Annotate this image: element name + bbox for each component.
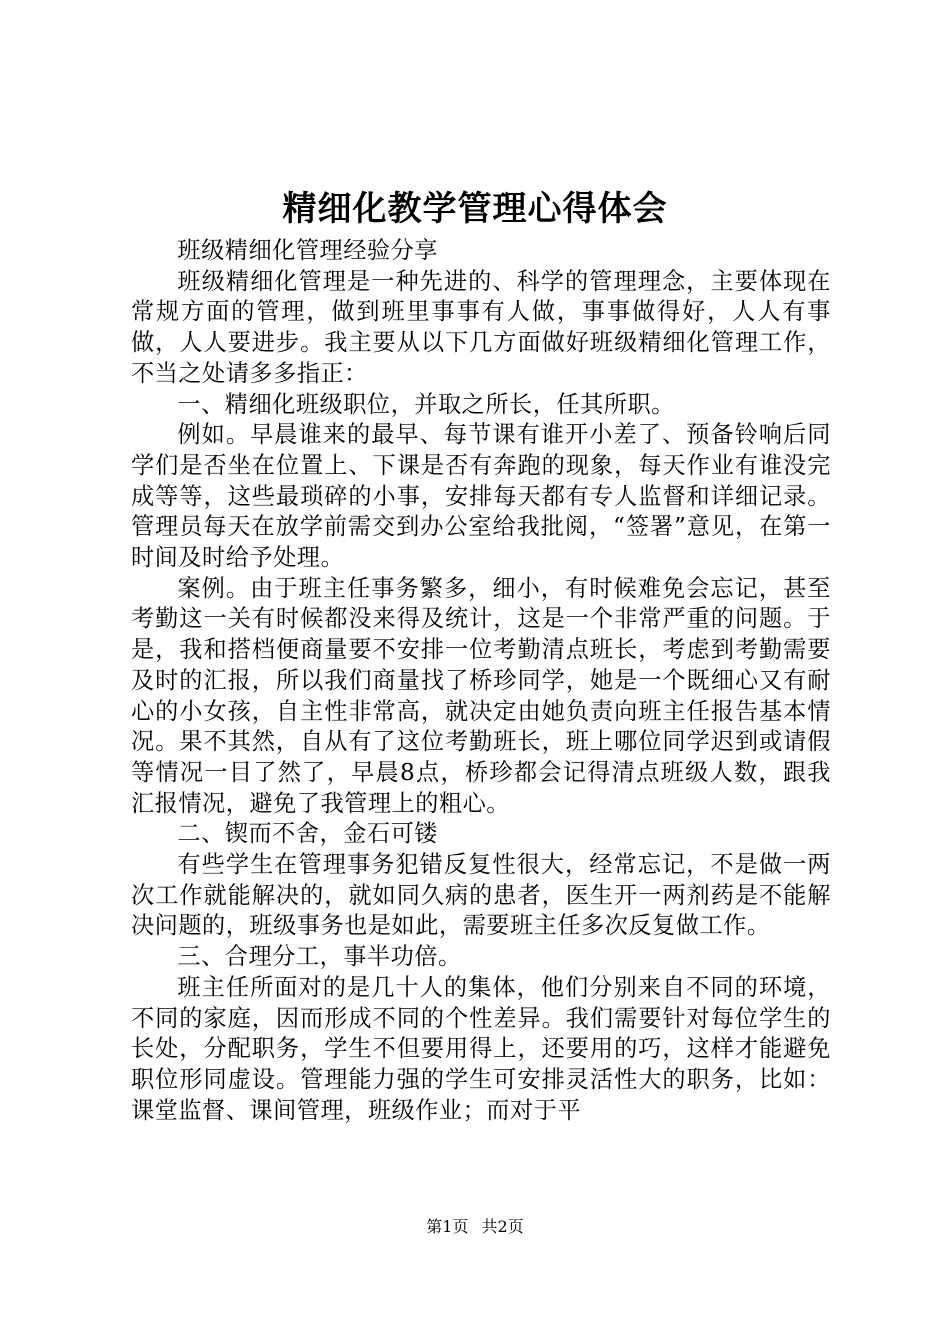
paragraph-example: 例如。早晨谁来的最早、每节课有谁开小差了、预备铃响后同学们是否坐在位置上、下课是否有奔跑的现象，每天作业有谁没完成等等，这些最琐碎的小事，安排每天都有专人监督和详细记录。管理员每天在放学前需交到办公室给我批阅，“签署”意见，在第一时间及时给予处理。 (131, 421, 831, 572)
paragraph-persistence: 有些学生在管理事务犯错反复性很大，经常忘记，不是做一两次工作就能解决的，就如同久病的患者，医生开一两剂药是不能解决问题的，班级事务也是如此，需要班主任多次反复做工作。 (131, 851, 831, 940)
paragraph-subtitle: 班级精细化管理经验分享 (177, 237, 438, 264)
page-footer (0, 1217, 950, 1237)
paragraph-case: 案例。由于班主任事务繁多，细小，有时候难免会忘记，甚至考勤这一关有时候都没来得及统计，这是一个非常严重的问题。于是，我和搭档便商量要不安排一位考勤清点班长，考虑到考勤需要及时的汇报，所以我们商量找了桥珍同学，她是一个既细心又有耐心的小女孩，自主性非常高，就决定由她负责向班主任报告基本情况。果不其然，自从有了这位考勤班长，班上哪位同学迟到或请假等情况一目了然了，早晨8点，桥珍都会记得清点班级人数，跟我汇报情况，避免了我管理上的粗心。 (131, 574, 831, 817)
paragraph-intro: 班级精细化管理是一种先进的、科学的管理理念，主要体现在常规方面的管理，做到班里事事有人做，事事做得好，人人有事做，人人要进步。我主要从以下几方面做好班级精细化管理工作，不当之处请多多指正： (131, 267, 831, 387)
page-number-current: 第1页 (426, 1217, 469, 1236)
section-heading-2: 二、锲而不舍，金石可镂 (177, 820, 438, 848)
document-title: 精细化教学管理心得体会 (282, 189, 668, 229)
section-heading-1: 一、精细化班级职位，并取之所长，任其所职。 (177, 390, 675, 418)
paragraph-division: 班主任所面对的是几十人的集体，他们分别来自不同的环境，不同的家庭，因而形成不同的个性差异。我们需要针对每位学生的长处，分配职务，学生不但要用得上，还要用的巧，这样才能避免职位形同虚设。管理能力强的学生可安排灵活性大的职务，比如：课堂监督、课间管理，班级作业；而对于平 (131, 973, 831, 1124)
section-heading-3: 三、合理分工，事半功倍。 (177, 943, 462, 971)
page-number-total: 共2页 (481, 1217, 524, 1236)
document-body (131, 236, 831, 1126)
